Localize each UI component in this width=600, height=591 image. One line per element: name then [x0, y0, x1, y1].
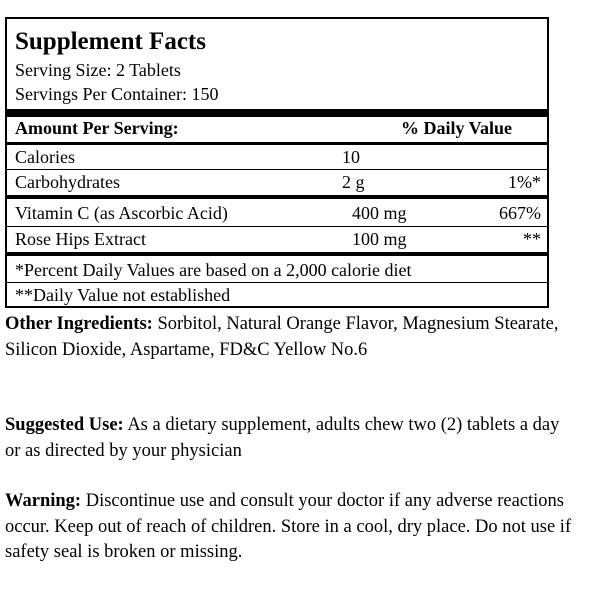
footnote-daily-values: *Percent Daily Values are based on a 2,000 calorie diet: [15, 260, 412, 280]
nutrient-amount: 10: [342, 147, 360, 167]
supplement-facts-panel: [5, 17, 549, 308]
thick-divider: [7, 195, 547, 199]
other-ingredients-text: Sorbitol, Natural Orange Flavor, Magnesium Stearate, Silicon Dioxide, Aspartame, FD&C Yellow No.6: [5, 314, 559, 360]
daily-value-label: % Daily Value: [401, 118, 513, 138]
warning: [5, 489, 575, 566]
suggested-use-text: As a dietary supplement, adults chew two (2) tablets a day or as directed by your physician: [5, 415, 560, 461]
nutrient-row-vitamin-c: [7, 201, 547, 225]
nutrient-daily-value: 667%: [499, 203, 541, 223]
servings-per-container: Servings Per Container: 150: [15, 84, 219, 104]
serving-size: Serving Size: 2 Tablets: [15, 60, 181, 80]
nutrient-amount: 400 mg: [352, 203, 407, 223]
panel-title: Supplement Facts: [15, 28, 206, 55]
nutrient-name: Rose Hips Extract: [15, 229, 146, 249]
nutrient-row-calories: [7, 145, 547, 169]
nutrient-name: Vitamin C (as Ascorbic Acid): [15, 203, 228, 223]
thick-divider: [7, 252, 547, 256]
suggested-use: [5, 413, 575, 464]
warning-label: Warning:: [5, 491, 82, 511]
nutrient-name: Carbohydrates: [15, 172, 120, 192]
footnote-not-established: **Daily Value not established: [15, 285, 231, 305]
nutrient-name: Calories: [15, 147, 75, 167]
other-ingredients-label: Other Ingredients:: [5, 314, 153, 334]
warning-text: Discontinue use and consult your doctor if any adverse reactions occur. Keep out of reach of children. Store in a cool, dry place. Do not use if safety seal is broken or missing.: [5, 491, 572, 562]
amount-header-row: [7, 116, 547, 140]
suggested-use-label: Suggested Use:: [5, 415, 124, 435]
nutrient-daily-value: **: [523, 229, 541, 249]
amount-per-serving-label: Amount Per Serving:: [15, 118, 179, 138]
nutrient-row-rose-hips: [7, 227, 547, 251]
other-ingredients: [5, 312, 575, 363]
nutrient-amount: 2 g: [342, 172, 365, 192]
nutrient-row-carbohydrates: [7, 170, 547, 194]
nutrient-daily-value: 1%*: [508, 172, 541, 192]
nutrient-amount: 100 mg: [352, 229, 407, 249]
